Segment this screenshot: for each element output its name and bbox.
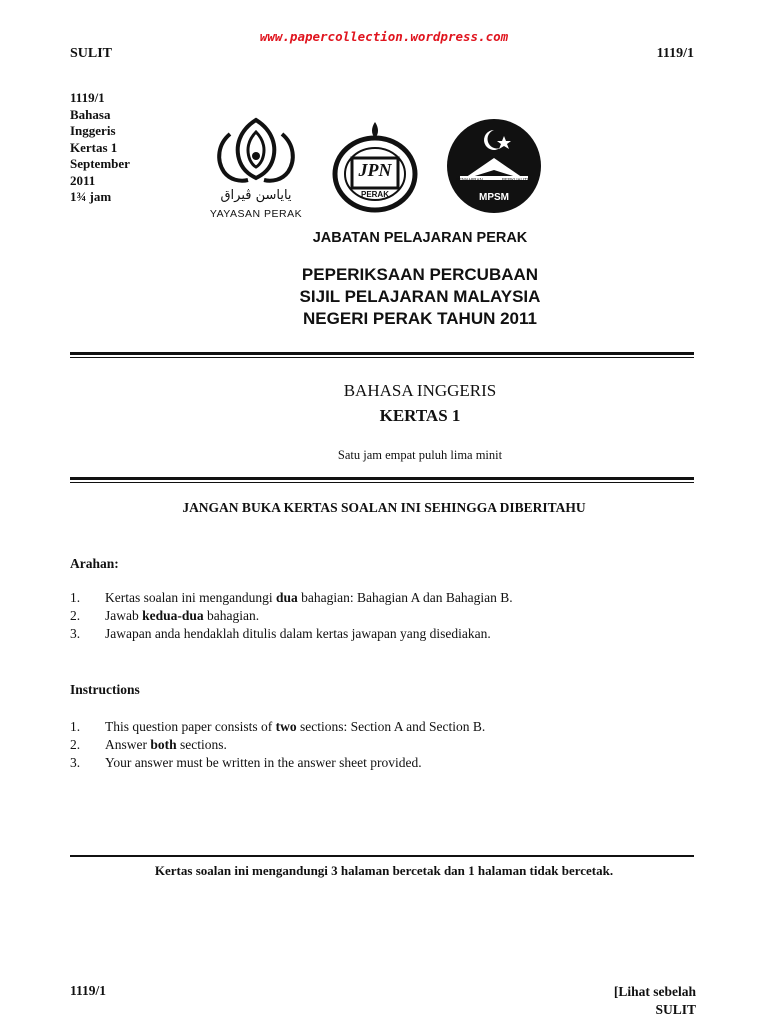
divider-bottom <box>70 855 694 857</box>
divider-top-thick <box>70 352 694 355</box>
yayasan-perak-logo <box>200 116 312 222</box>
item-emphasis: two <box>275 719 297 734</box>
mpsm-label: MPSM <box>479 192 509 203</box>
item-text: sections. <box>176 737 227 752</box>
yayasan-arabic-text: ياياسن ڤيراق <box>220 188 292 203</box>
header-classification: SULIT <box>70 46 113 61</box>
item-text: bahagian. <box>203 608 260 623</box>
item-text: sections: Section A and Section B. <box>296 719 486 734</box>
duration-text: Satu jam empat puluh lima minit <box>337 448 503 462</box>
exam-title-line1: PEPERIKSAAN PERCUBAAN <box>301 265 539 284</box>
item-number: 2. <box>70 737 81 752</box>
item-text: Kertas soalan ini mengandungi <box>105 590 276 605</box>
meta-paper: Kertas 1 <box>70 139 118 155</box>
item-emphasis: kedua-dua <box>142 608 204 623</box>
item-text: bahagian: Bahagian A dan Bahagian B. <box>297 590 513 605</box>
subject-title: BAHASA INGGERIS <box>343 381 497 400</box>
meta-subject-line1: Bahasa <box>70 106 111 122</box>
item-text: This question paper consists of <box>105 719 276 734</box>
yayasan-emblem-icon <box>200 116 312 196</box>
mpsm-left-text: KEMAHIRAN <box>456 177 483 182</box>
item-emphasis: both <box>150 737 177 752</box>
yayasan-label: YAYASAN PERAK <box>209 208 303 220</box>
exam-title-line3: NEGERI PERAK TAHUN 2011 <box>303 309 537 328</box>
exam-title-line2: SIJIL PELAJARAN MALAYSIA <box>299 287 541 306</box>
meta-duration: 1¾ jam <box>70 189 112 204</box>
exam-title <box>230 264 610 330</box>
divider-mid-thick <box>70 477 694 480</box>
item-text: Answer <box>105 737 151 752</box>
jpn-letters: JPN <box>358 160 392 180</box>
paper-title: KERTAS 1 <box>379 406 461 425</box>
footer-continue <box>614 983 696 1019</box>
item-number: 1. <box>70 719 81 734</box>
divider-top-thin <box>70 357 694 358</box>
arahan-heading: Arahan: <box>70 556 119 571</box>
footer-code: 1119/1 <box>70 983 107 998</box>
footer-turn-over: [Lihat sebelah <box>613 984 696 999</box>
meta-subject-line2: Inggeris <box>70 123 116 138</box>
do-not-open-warning: JANGAN BUKA KERTAS SOALAN INI SEHINGGA DIBERITAHU <box>182 500 586 515</box>
source-url: www.papercollection.wordpress.com <box>259 29 509 44</box>
instructions-heading: Instructions <box>70 682 140 697</box>
department-name: JABATAN PELAJARAN PERAK <box>312 230 528 246</box>
item-number: 1. <box>70 590 81 605</box>
meta-code: 1119/1 <box>70 90 105 105</box>
item-text: Jawapan anda hendaklah ditulis dalam kertas jawapan yang disediakan. <box>105 626 491 641</box>
meta-year: 2011 <box>70 172 96 188</box>
divider-mid-thin <box>70 482 694 483</box>
item-text: Jawab <box>105 608 143 623</box>
footer-classification: SULIT <box>655 1002 696 1017</box>
item-text: Your answer must be written in the answer sheet provided. <box>105 755 422 770</box>
mpsm-right-text: BERKUALITI <box>502 177 529 182</box>
meta-month: September <box>70 156 130 171</box>
item-number: 3. <box>70 626 81 641</box>
item-number: 3. <box>70 755 81 770</box>
jpn-perak-logo <box>330 118 420 214</box>
jpn-ring-text: PERAK <box>360 190 389 199</box>
mpsm-logo <box>446 118 542 214</box>
item-emphasis: dua <box>275 590 298 605</box>
paper-meta <box>70 90 130 206</box>
page-count-note: Kertas soalan ini mengandungi 3 halaman bercetak dan 1 halaman tidak bercetak. <box>154 863 614 878</box>
item-number: 2. <box>70 608 81 623</box>
header-code: 1119/1 <box>656 46 694 61</box>
